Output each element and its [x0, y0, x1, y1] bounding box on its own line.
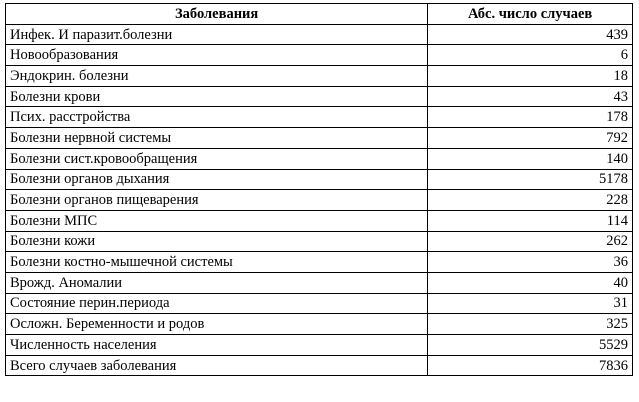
table-row [6, 128, 633, 149]
table-row [6, 293, 633, 314]
disease-name-cell: Состояние перин.периода [6, 293, 428, 314]
case-count-cell: 31 [428, 293, 633, 314]
disease-name-cell: Болезни сист.кровообращения [6, 148, 428, 169]
disease-name-cell: Болезни костно-мышечной системы [6, 252, 428, 273]
disease-cases-table [5, 3, 633, 376]
population-label-cell: Численность населения [6, 335, 428, 356]
case-count-cell: 43 [428, 86, 633, 107]
case-count-cell: 5178 [428, 169, 633, 190]
table-row [6, 148, 633, 169]
total-value-cell: 7836 [428, 355, 633, 376]
disease-name-cell: Инфек. И паразит.болезни [6, 24, 428, 45]
case-count-cell: 439 [428, 24, 633, 45]
case-count-cell: 228 [428, 190, 633, 211]
disease-name-cell: Болезни крови [6, 86, 428, 107]
case-count-cell: 114 [428, 210, 633, 231]
total-label-cell: Всего случаев заболевания [6, 355, 428, 376]
table-row [6, 231, 633, 252]
case-count-cell: 178 [428, 107, 633, 128]
table-row [6, 45, 633, 66]
header-diseases: Заболевания [6, 4, 428, 25]
case-count-cell: 325 [428, 314, 633, 335]
table-row [6, 169, 633, 190]
case-count-cell: 40 [428, 272, 633, 293]
disease-name-cell: Болезни органов дыхания [6, 169, 428, 190]
case-count-cell: 262 [428, 231, 633, 252]
table-row [6, 66, 633, 87]
disease-name-cell: Болезни МПС [6, 210, 428, 231]
case-count-cell: 6 [428, 45, 633, 66]
table-row [6, 314, 633, 335]
disease-name-cell: Врожд. Аномалии [6, 272, 428, 293]
table-row [6, 24, 633, 45]
disease-name-cell: Новообразования [6, 45, 428, 66]
disease-name-cell: Осложн. Беременности и родов [6, 314, 428, 335]
case-count-cell: 36 [428, 252, 633, 273]
case-count-cell: 792 [428, 128, 633, 149]
table-row [6, 107, 633, 128]
disease-name-cell: Болезни нервной системы [6, 128, 428, 149]
header-abs-count: Абс. число случаев [428, 4, 633, 25]
disease-name-cell: Болезни органов пищеварения [6, 190, 428, 211]
total-row [6, 355, 633, 376]
table-header-row [6, 4, 633, 25]
disease-name-cell: Эндокрин. болезни [6, 66, 428, 87]
disease-name-cell: Псих. расстройства [6, 107, 428, 128]
table-row [6, 190, 633, 211]
table-row [6, 272, 633, 293]
population-value-cell: 5529 [428, 335, 633, 356]
table-row [6, 86, 633, 107]
table-row [6, 252, 633, 273]
case-count-cell: 18 [428, 66, 633, 87]
population-row [6, 335, 633, 356]
table-row [6, 210, 633, 231]
case-count-cell: 140 [428, 148, 633, 169]
disease-name-cell: Болезни кожи [6, 231, 428, 252]
